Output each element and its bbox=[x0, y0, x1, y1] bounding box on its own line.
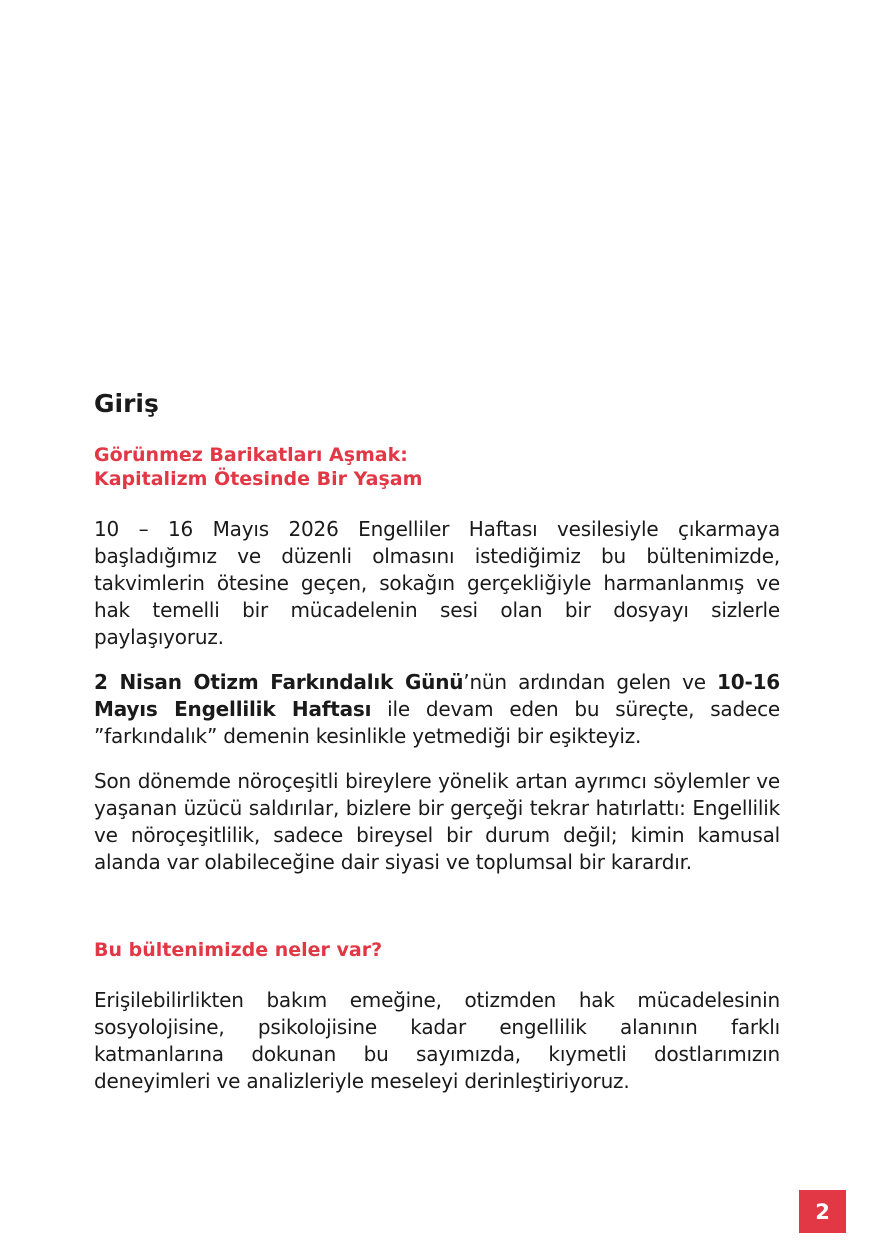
page-heading: Giriş bbox=[94, 389, 159, 418]
paragraph-contents: Erişilebilirlikten bakım emeğine, otizmden hak mücadelesinin sosyolojisine, psikolojisine kadar engellilik alanının farklı katmanlarına dokunan bu sayımızda, kıymetli dostlarımızın deneyimleri ve analizleriyle meseleyi derinleştiriyoruz. bbox=[94, 987, 780, 1093]
article-subtitle bbox=[94, 443, 780, 492]
page-number-badge: 2 bbox=[799, 1190, 846, 1233]
paragraph-awareness bbox=[94, 669, 780, 750]
subtitle-line-1: Görünmez Barikatları Aşmak: bbox=[94, 443, 408, 466]
paragraph-text-segment: ’nün ardından gelen ve bbox=[463, 669, 718, 694]
bold-autism-day: 2 Nisan Otizm Farkındalık Günü bbox=[94, 669, 464, 694]
paragraph-intro: 10 – 16 Mayıs 2026 Engelliler Haftası vesilesiyle çıkarmaya başladığımız ve düzenli olmasını istediğimiz bu bültenimizde, takvimlerin ötesine geçen, sokağın gerçekliğiyle harmanlanmış ve hak temelli bir mücadelenin sesi olan bir dosyayı sizlerle paylaşıyoruz. bbox=[94, 516, 780, 649]
paragraph-discrimination: Son dönemde nöroçeşitli bireylere yönelik artan ayrımcı söylemler ve yaşanan üzücü saldırılar, bizlere bir gerçeği tekrar hatırlattı: Engellilik ve nöroçeşitlilik, sadece bireysel bir durum değil; kimin kamusal alanda var olabileceğine dair siyasi ve toplumsal bir karardır. bbox=[94, 768, 780, 874]
subtitle-line-2: Kapitalizm Ötesinde Bir Yaşam bbox=[94, 468, 423, 491]
section-title: Bu bültenimizde neler var? bbox=[94, 938, 383, 961]
bold-disability-week: 10-16 Mayıs Engellilik Haftası bbox=[94, 669, 780, 721]
document-body bbox=[94, 388, 780, 1113]
paragraph-text-segment: ile devam eden bu süreçte, sadece ”farkındalık” demenin kesinlikle yetmediği bir eşikteyiz. bbox=[94, 696, 780, 748]
